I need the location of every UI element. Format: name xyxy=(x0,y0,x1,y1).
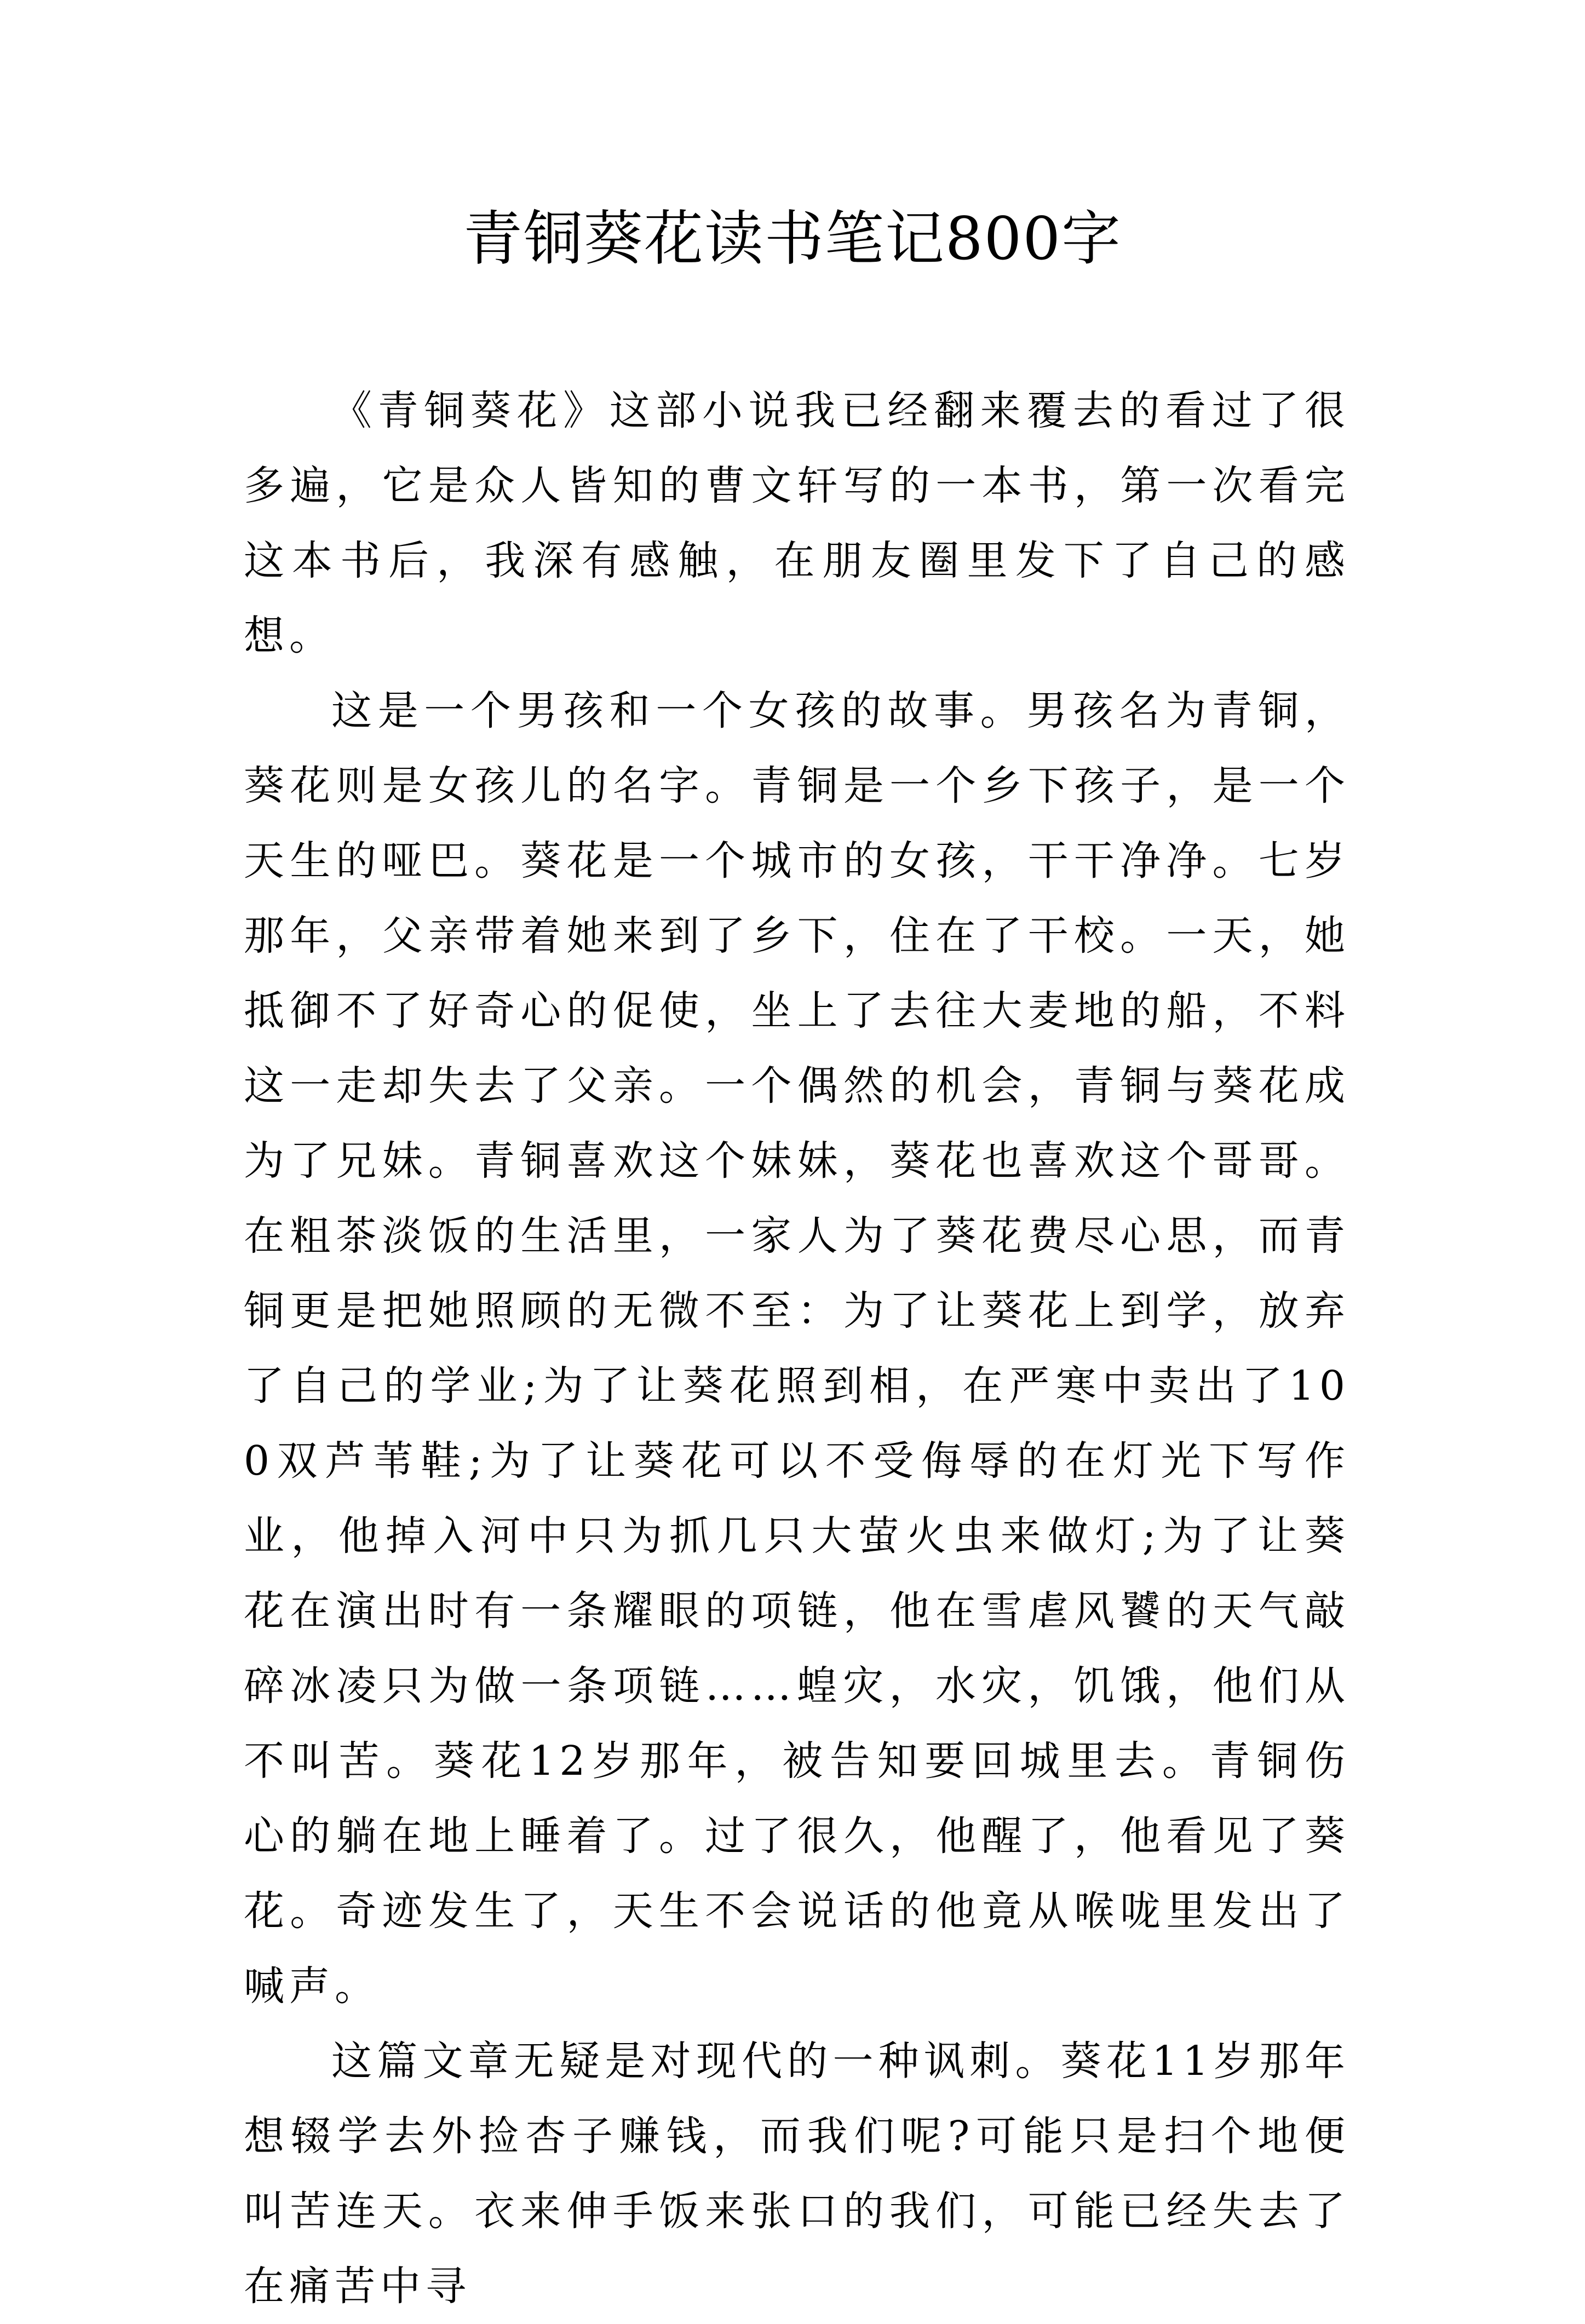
paragraph-1: 《青铜葵花》这部小说我已经翻来覆去的看过了很多遍，它是众人皆知的曹文轩写的一本书，第一次看完这本书后，我深有感触，在朋友圈里发下了自己的感想。 xyxy=(244,387,1350,659)
document-title: 青铜葵花读书笔记800字 xyxy=(463,205,1122,273)
document-body xyxy=(244,373,1350,2324)
paragraph-2: 这是一个男孩和一个女孩的故事。男孩名为青铜，葵花则是女孩儿的名字。青铜是一个乡下孩子，是一个天生的哑巴。葵花是一个城市的女孩，干干净净。七岁那年，父亲带着她来到了乡下，住在了干校。一天，她抵御不了好奇心的促使，坐上了去往大麦地的船，不料这一走却失去了父亲。一个偶然的机会，青铜与葵花成为了兄妹。青铜喜欢这个妹妹，葵花也喜欢这个哥哥。在粗茶淡饭的生活里，一家人为了葵花费尽心思，而青铜更是把她照顾的无微不至：为了让葵花上到学，放弃了自己的学业;为了让葵花照到相，在严寒中卖出了100双芦苇鞋;为了让葵花可以不受侮辱的在灯光下写作业，他掉入河中只为抓几只大萤火虫来做灯;为了让葵花在演出时有一条耀眼的项链，他在雪虐风饕的天气敲碎冰凌只为做一条项链……蝗灾，水灾，饥饿，他们从不叫苦。葵花12岁那年，被告知要回城里去。青铜伤心的躺在地上睡着了。过了很久，他醒了，他看见了葵花。奇迹发生了，天生不会说话的他竟从喉咙里发出了喊声。 xyxy=(244,687,1350,2010)
paragraph-3: 这篇文章无疑是对现代的一种讽刺。葵花11岁那年想辍学去外捡杏子赚钱，而我们呢?可能只是扫个地便叫苦连天。衣来伸手饭来张口的我们，可能已经失去了在痛苦中寻 xyxy=(244,2038,1350,2310)
